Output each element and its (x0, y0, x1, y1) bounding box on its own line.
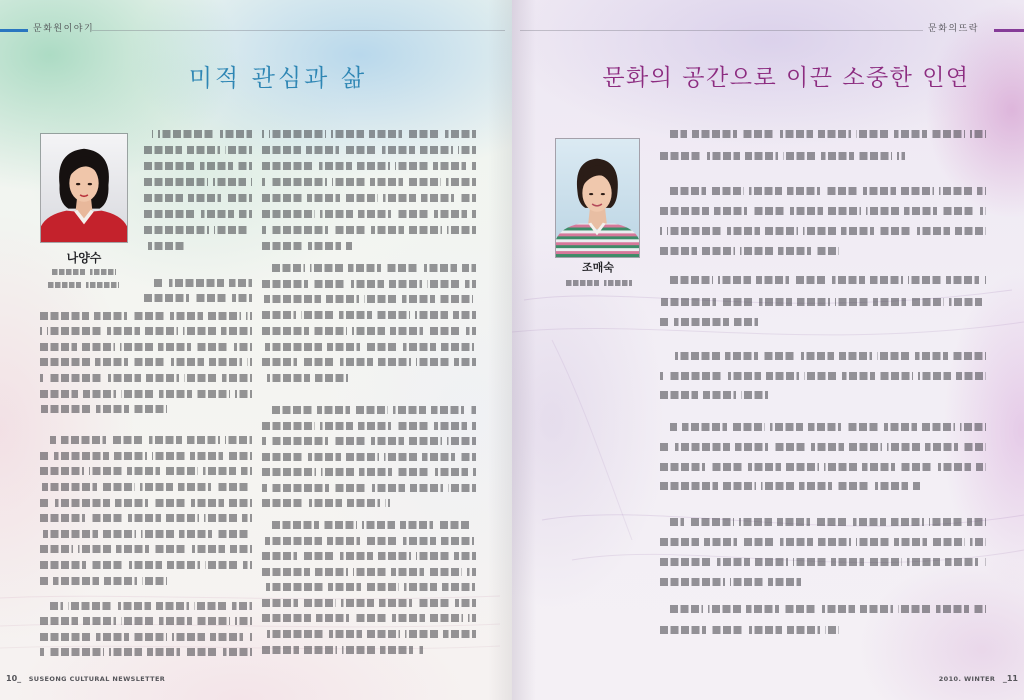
text-line (262, 599, 476, 607)
page-footer (6, 671, 165, 684)
article-title: 미적 관심과 삶 (188, 64, 368, 92)
text-line (262, 568, 476, 576)
text-line (262, 552, 476, 560)
page-number: _11 (1002, 674, 1018, 683)
text-line (262, 583, 476, 591)
right-page (512, 0, 1024, 700)
author-name: 나양수 (66, 251, 102, 265)
section-label: 문화의뜨락 (928, 24, 979, 34)
text-line (660, 626, 839, 634)
text-line (262, 614, 476, 622)
newsletter-name: SUSEONG CULTURAL NEWSLETTER (28, 675, 166, 683)
text-line (272, 521, 476, 529)
text-line (262, 537, 476, 545)
article-title: 문화의 공간으로 이끈 소중한 인연 (602, 65, 970, 91)
author-name: 조매숙 (582, 261, 614, 274)
page-footer (939, 671, 1018, 684)
page-number: 10_ (6, 674, 22, 683)
text-line (262, 630, 476, 638)
body-paragraph (512, 0, 1024, 700)
text-line (670, 605, 986, 613)
text-line (262, 646, 423, 654)
section-label: 문화원이야기 (33, 24, 95, 34)
issue-label: 2010. WINTER (938, 675, 996, 683)
